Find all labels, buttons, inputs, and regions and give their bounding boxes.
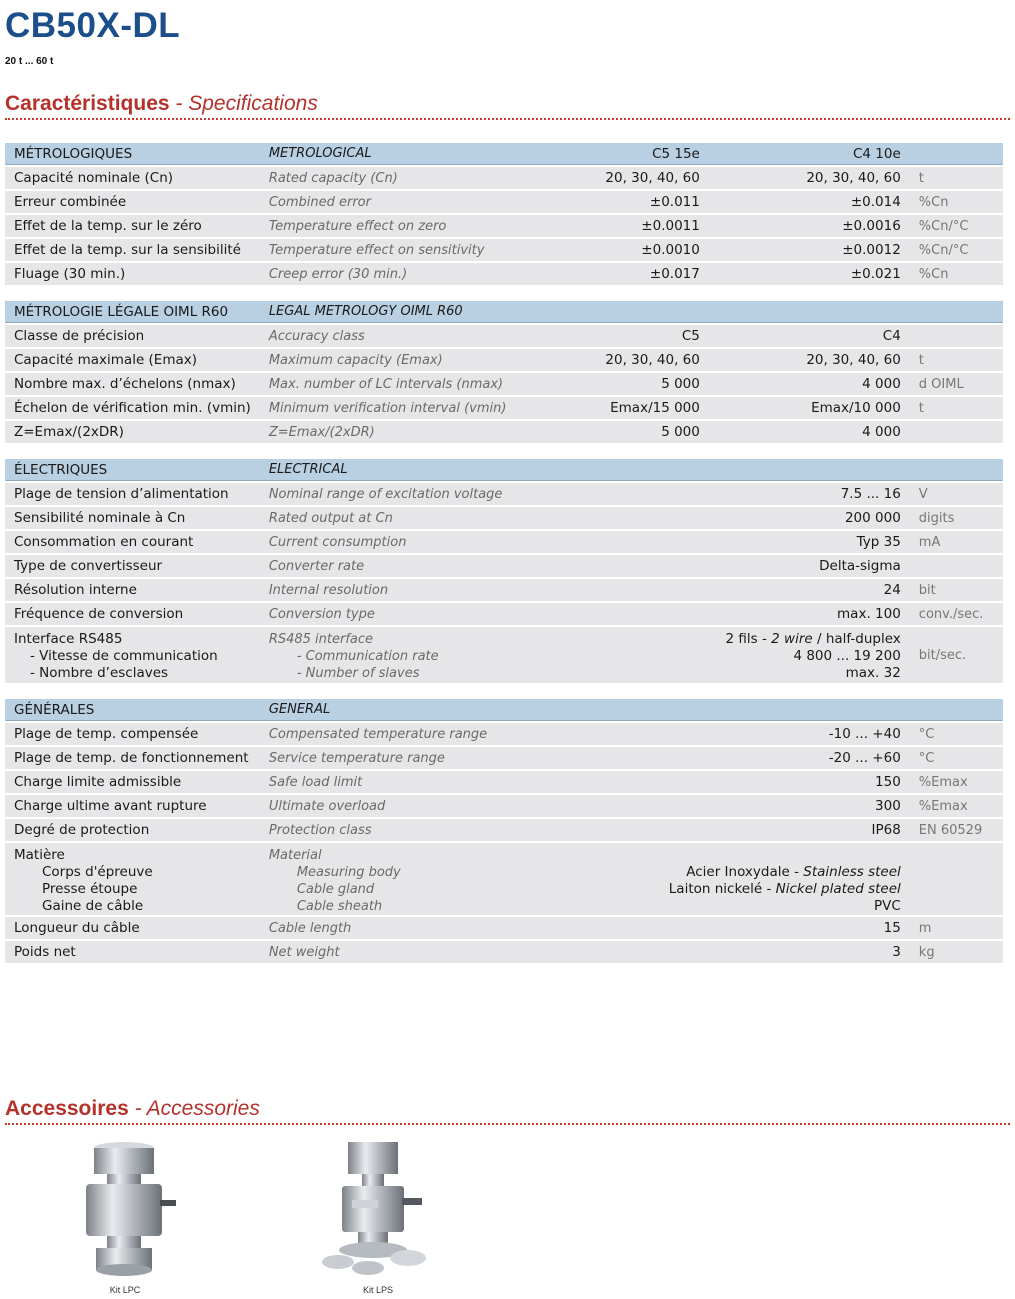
cell	[515, 795, 708, 817]
material-sheath-value: PVC	[873, 898, 901, 914]
cell: Capacité maximale (Emax)	[5, 349, 260, 371]
cell: 5 000	[515, 421, 708, 443]
cell	[515, 699, 708, 721]
cell: Fluage (30 min.)	[5, 263, 260, 285]
table-row	[5, 507, 1003, 529]
cell	[260, 627, 516, 683]
table-row	[5, 239, 1003, 261]
cell: Protection class	[260, 819, 516, 841]
cell: mA	[910, 531, 1003, 553]
rs485-rate-value: 4 800 ... 19 200	[793, 648, 901, 664]
cell: d OIML	[910, 373, 1003, 395]
heading-en: Accessories	[146, 1097, 260, 1120]
cell: Plage de temp. de fonctionnement	[5, 747, 260, 769]
table-row	[5, 167, 1003, 189]
cell: Minimum verification interval (vmin)	[260, 397, 516, 419]
cell	[515, 771, 708, 793]
material-body-fr-value: Acier Inoxydale -	[686, 864, 804, 880]
cell: Rated capacity (Cn)	[260, 167, 516, 189]
cell: 200 000	[709, 507, 910, 529]
cell: Nombre max. d’échelons (nmax)	[5, 373, 260, 395]
cell: Poids net	[5, 941, 260, 963]
cell	[515, 555, 708, 577]
spacer	[5, 445, 1003, 457]
table-row	[5, 215, 1003, 237]
cell: 20, 30, 40, 60	[515, 167, 708, 189]
cell: Type de convertisseur	[5, 555, 260, 577]
cell	[515, 531, 708, 553]
cell	[515, 301, 708, 323]
cell: 150	[709, 771, 910, 793]
material-label-en: Material	[268, 848, 322, 863]
material-gland-value	[598, 881, 901, 898]
cell: Max. number of LC intervals (nmax)	[260, 373, 516, 395]
cell: Service temperature range	[260, 747, 516, 769]
cell: ±0.014	[709, 191, 910, 213]
cell: C5 15e	[515, 143, 708, 165]
cell: %Cn	[910, 263, 1003, 285]
cell: Cable length	[260, 917, 516, 939]
cell: Charge ultime avant rupture	[5, 795, 260, 817]
cell: -20 ... +60	[709, 747, 910, 769]
cell: MÉTROLOGIE LÉGALE OIML R60	[5, 301, 260, 323]
cell	[668, 843, 910, 915]
cell: Fréquence de conversion	[5, 603, 260, 625]
cell: ELECTRICAL	[260, 459, 516, 481]
rs485-slaves-value: max. 32	[845, 665, 901, 681]
rs485-label-fr: Interface RS485	[14, 631, 123, 647]
rs485-rate-fr: - Vitesse de communication	[30, 648, 218, 664]
cell: %Cn	[910, 191, 1003, 213]
cell: Erreur combinée	[5, 191, 260, 213]
cell: Z=Emax/(2xDR)	[5, 421, 260, 443]
cell	[515, 627, 708, 683]
rs485-wiring-fr: 2 fils -	[725, 631, 772, 647]
cell: Emax/15 000	[515, 397, 708, 419]
material-gland-fr-value: Laiton nickelé -	[668, 881, 776, 897]
section-header-metrological	[5, 143, 1003, 165]
cell: Nominal range of excitation voltage	[260, 483, 516, 505]
cell: Rated output at Cn	[260, 507, 516, 529]
cell: C4 10e	[709, 143, 910, 165]
cell: 4 000	[709, 373, 910, 395]
cell	[515, 603, 708, 625]
table-row	[5, 819, 1003, 841]
cell	[515, 917, 708, 939]
material-gland-fr: Presse étoupe	[42, 881, 138, 897]
cell	[515, 723, 708, 745]
product-title: CB50X-DL	[5, 6, 181, 45]
cell: ±0.011	[515, 191, 708, 213]
section-header-general	[5, 699, 1003, 721]
cell: C4	[709, 325, 910, 347]
cell: Longueur du câble	[5, 917, 260, 939]
table-row	[5, 579, 1003, 601]
cell: Degré de protection	[5, 819, 260, 841]
cell: Compensated temperature range	[260, 723, 516, 745]
rs485-wiring	[718, 631, 901, 648]
cell: GÉNÉRALES	[5, 699, 260, 721]
section-header-electrical	[5, 459, 1003, 481]
material-sheath-en: Cable sheath	[296, 899, 383, 914]
cell: Plage de temp. compensée	[5, 723, 260, 745]
cell: 3	[709, 941, 910, 963]
kit-lps-caption: Kit LPS	[362, 1285, 393, 1295]
table-row	[5, 397, 1003, 419]
cell: Consommation en courant	[5, 531, 260, 553]
cell: Temperature effect on sensitivity	[260, 239, 516, 261]
cell: Current consumption	[260, 531, 516, 553]
cell	[910, 459, 1003, 481]
cell: V	[910, 483, 1003, 505]
cell: Typ 35	[709, 531, 910, 553]
cell: Conversion type	[260, 603, 516, 625]
table-row	[5, 483, 1003, 505]
cell: Capacité nominale (Cn)	[5, 167, 260, 189]
cell: 20, 30, 40, 60	[709, 349, 910, 371]
table-row	[5, 531, 1003, 553]
cell: GENERAL	[260, 699, 516, 721]
cell	[5, 627, 260, 683]
cell: 20, 30, 40, 60	[709, 167, 910, 189]
cell: Accuracy class	[260, 325, 516, 347]
table-row	[5, 941, 1003, 963]
table-row	[5, 263, 1003, 285]
cell: Delta-sigma	[709, 555, 910, 577]
cell: 15	[709, 917, 910, 939]
table-row	[5, 325, 1003, 347]
rs485-duplex: / half-duplex	[812, 631, 901, 647]
cell	[910, 325, 1003, 347]
cell: Sensibilité nominale à Cn	[5, 507, 260, 529]
cell: t	[910, 397, 1003, 419]
cell: m	[910, 917, 1003, 939]
cell	[5, 843, 260, 915]
cell: ÉLECTRIQUES	[5, 459, 260, 481]
cell: LEGAL METROLOGY OIML R60	[260, 301, 516, 323]
cell: t	[910, 167, 1003, 189]
cell: conv./sec.	[910, 603, 1003, 625]
cell: t	[910, 349, 1003, 371]
cell: Creep error (30 min.)	[260, 263, 516, 285]
cell: bit/sec.	[910, 627, 1003, 683]
cell: %Emax	[910, 795, 1003, 817]
heading-sep: -	[128, 1097, 147, 1120]
cell: EN 60529	[910, 819, 1003, 841]
cell: ±0.0012	[709, 239, 910, 261]
cell	[515, 819, 708, 841]
cell: °C	[910, 723, 1003, 745]
table-row-rs485	[5, 627, 1003, 683]
cell	[709, 699, 910, 721]
kit-lps-image	[318, 1140, 438, 1280]
rs485-slaves-fr: - Nombre d’esclaves	[30, 665, 169, 681]
accessories-heading	[5, 1097, 1010, 1125]
table-row	[5, 603, 1003, 625]
cell: IP68	[709, 819, 910, 841]
cell: 5 000	[515, 373, 708, 395]
cell: Emax/10 000	[709, 397, 910, 419]
cell: Maximum capacity (Emax)	[260, 349, 516, 371]
cell	[515, 507, 708, 529]
cell: Effet de la temp. sur la sensibilité	[5, 239, 260, 261]
section-header-legal	[5, 301, 1003, 323]
cell: Net weight	[260, 941, 516, 963]
cell: ±0.021	[709, 263, 910, 285]
cell: %Cn/°C	[910, 239, 1003, 261]
cell: 4 000	[709, 421, 910, 443]
table-row-material	[5, 843, 1003, 915]
table-row	[5, 917, 1003, 939]
cell: 24	[709, 579, 910, 601]
material-body-en: Measuring body	[296, 865, 401, 880]
cell	[910, 699, 1003, 721]
cell	[709, 627, 910, 683]
cell: kg	[910, 941, 1003, 963]
table-row	[5, 421, 1003, 443]
material-body-fr: Corps d'épreuve	[42, 864, 153, 880]
cell	[910, 421, 1003, 443]
cell: Temperature effect on zero	[260, 215, 516, 237]
table-row	[5, 349, 1003, 371]
cell: Combined error	[260, 191, 516, 213]
cell: -10 ... +40	[709, 723, 910, 745]
spacer	[5, 287, 1003, 299]
rs485-slaves-en: - Number of slaves	[296, 666, 420, 681]
material-body-en-value: Stainless steel	[803, 864, 901, 880]
cell	[515, 941, 708, 963]
cell	[260, 843, 516, 915]
cell: C5	[515, 325, 708, 347]
rs485-rate-en: - Communication rate	[296, 649, 439, 664]
cell: ±0.017	[515, 263, 708, 285]
specifications-heading	[5, 92, 1010, 120]
cell: %Cn/°C	[910, 215, 1003, 237]
table-row	[5, 795, 1003, 817]
kit-lpc-caption: Kit LPC	[109, 1285, 141, 1295]
cell: Z=Emax/(2xDR)	[260, 421, 516, 443]
cell: Internal resolution	[260, 579, 516, 601]
kit-lpc-image	[72, 1140, 182, 1280]
material-sheath-fr: Gaine de câble	[42, 898, 144, 914]
cell	[910, 843, 1003, 915]
cell: Résolution interne	[5, 579, 260, 601]
specifications-table	[5, 141, 1003, 965]
table-row	[5, 723, 1003, 745]
table-row	[5, 555, 1003, 577]
cell: digits	[910, 507, 1003, 529]
cell	[709, 459, 910, 481]
capacity-range: 20 t ... 60 t	[5, 56, 54, 67]
cell	[515, 579, 708, 601]
spacer	[5, 685, 1003, 697]
cell: 20, 30, 40, 60	[515, 349, 708, 371]
cell: 7.5 ... 16	[709, 483, 910, 505]
cell: max. 100	[709, 603, 910, 625]
cell: bit	[910, 579, 1003, 601]
cell: MÉTROLOGIQUES	[5, 143, 260, 165]
material-gland-en-value: Nickel plated steel	[775, 881, 901, 897]
cell: Échelon de vérification min. (vmin)	[5, 397, 260, 419]
heading-fr: Caractéristiques	[5, 92, 170, 115]
cell: ±0.0011	[515, 215, 708, 237]
cell: Ultimate overload	[260, 795, 516, 817]
heading-fr: Accessoires	[5, 1097, 129, 1120]
cell	[515, 459, 708, 481]
heading-en: Specifications	[188, 92, 318, 115]
cell: Converter rate	[260, 555, 516, 577]
cell	[910, 555, 1003, 577]
heading-sep: -	[169, 92, 189, 115]
cell	[515, 747, 708, 769]
material-gland-en: Cable gland	[296, 882, 375, 897]
cell: Charge limite admissible	[5, 771, 260, 793]
cell	[910, 301, 1003, 323]
cell: Safe load limit	[260, 771, 516, 793]
table-row	[5, 747, 1003, 769]
cell: ±0.0016	[709, 215, 910, 237]
cell: 300	[709, 795, 910, 817]
material-body-value	[598, 864, 901, 881]
cell	[515, 483, 708, 505]
rs485-wiring-en: 2 wire	[771, 631, 813, 647]
cell: Classe de précision	[5, 325, 260, 347]
table-row	[5, 191, 1003, 213]
cell: ±0.0010	[515, 239, 708, 261]
rs485-label-en: RS485 interface	[268, 632, 374, 647]
cell: %Emax	[910, 771, 1003, 793]
cell: Plage de tension d’alimentation	[5, 483, 260, 505]
cell	[910, 143, 1003, 165]
table-row	[5, 373, 1003, 395]
cell: METROLOGICAL	[260, 143, 516, 165]
material-label-fr: Matière	[14, 847, 65, 863]
table-row	[5, 771, 1003, 793]
cell: Effet de la temp. sur le zéro	[5, 215, 260, 237]
cell: °C	[910, 747, 1003, 769]
cell	[709, 301, 910, 323]
